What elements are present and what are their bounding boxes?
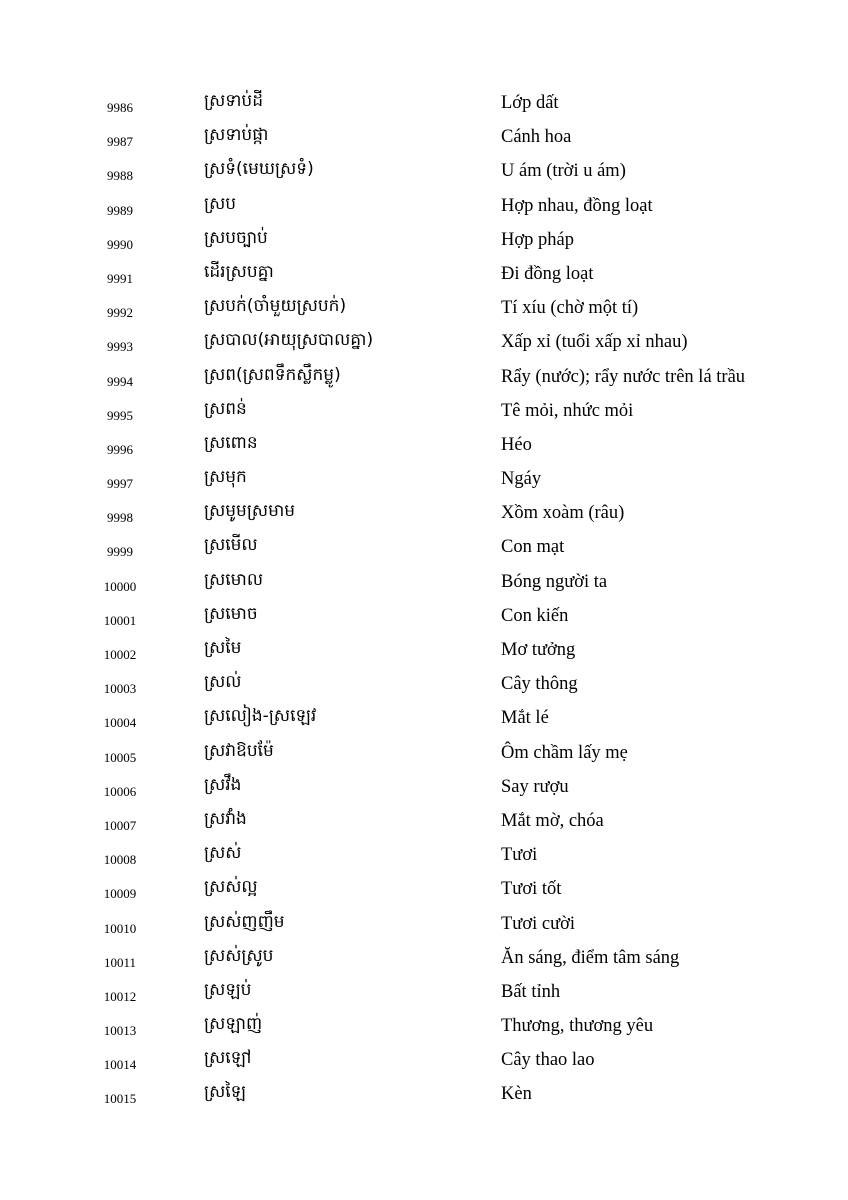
vietnamese-translation: Cánh hoa <box>501 127 572 148</box>
vietnamese-translation: Mắt mờ, chóa <box>501 810 604 831</box>
khmer-term: ស្រមុក <box>204 467 247 488</box>
khmer-term: ស្រស់ <box>204 843 242 864</box>
vietnamese-translation: Xấp xỉ (tuổi xấp xỉ nhau) <box>501 332 688 353</box>
vietnamese-translation: Tươi cười <box>501 913 576 934</box>
vietnamese-translation: Hợp nhau, đồng loạt <box>501 195 653 216</box>
entry-number: 10008 <box>103 852 137 868</box>
entry-number: 9989 <box>107 202 133 218</box>
dictionary-entry-row <box>0 804 848 838</box>
entry-number: 10001 <box>103 612 137 628</box>
dictionary-entry-row <box>0 428 848 462</box>
khmer-term: ស្រមៃ <box>204 638 242 658</box>
dictionary-entry-row <box>0 975 848 1009</box>
entry-number: 9987 <box>107 134 133 150</box>
khmer-term: ស្រព(ស្រពទឹកស្លឹកម្លូ) <box>204 364 341 385</box>
vietnamese-translation: Bóng người ta <box>501 571 608 592</box>
khmer-term: ស្រឡាញ់ <box>204 1014 263 1035</box>
vietnamese-translation: Cây thao lao <box>501 1050 595 1071</box>
vietnamese-translation: Đi đồng loạt <box>501 263 594 284</box>
khmer-term: ស្រមោច <box>204 603 258 624</box>
dictionary-entry-row <box>0 189 848 223</box>
khmer-term: ស្រមូមស្រមាម <box>204 501 296 522</box>
dictionary-entry-row <box>0 257 848 291</box>
dictionary-entry-row <box>0 872 848 906</box>
vietnamese-translation: Hợp pháp <box>501 229 574 250</box>
dictionary-entry-row <box>0 633 848 667</box>
dictionary-entry-row <box>0 907 848 941</box>
dictionary-entry-row <box>0 394 848 428</box>
entry-number: 9990 <box>107 236 133 252</box>
vietnamese-translation: Con kiến <box>501 605 569 626</box>
vietnamese-translation: U ám (trời u ám) <box>501 161 626 182</box>
entry-number: 10013 <box>103 1023 137 1039</box>
vietnamese-translation: Xồm xoàm (râu) <box>501 503 625 524</box>
entry-number: 10006 <box>103 783 137 799</box>
vietnamese-translation: Ôm chầm lấy mẹ <box>501 742 628 763</box>
dictionary-entry-row <box>0 462 848 496</box>
khmer-term: ស្រស់ញញឹម <box>204 911 285 932</box>
khmer-term: ស្រឡប់ <box>204 979 252 1000</box>
vietnamese-translation: Rẩy (nước); rẩy nước trên lá trầu <box>501 366 746 387</box>
khmer-term: ស្រវាំង <box>204 808 247 829</box>
khmer-term: ស្រពន់ <box>204 398 247 419</box>
entry-number: 9995 <box>107 407 133 423</box>
dictionary-entry-row <box>0 1043 848 1077</box>
dictionary-entry-row <box>0 291 848 325</box>
khmer-term: ស្រឡៃ <box>204 1082 247 1103</box>
entry-number: 9999 <box>107 544 133 560</box>
vietnamese-translation: Tươi tốt <box>501 879 562 900</box>
khmer-term: ស្រល់ <box>204 672 242 693</box>
khmer-term: ស្រមើល <box>204 535 258 556</box>
vietnamese-translation: Tí xíu (chờ một tí) <box>501 298 639 319</box>
khmer-term: ស្រទាប់ផ្កា <box>204 125 269 146</box>
khmer-term: ស្រប <box>204 193 237 214</box>
entry-number: 9991 <box>107 270 133 286</box>
entry-number: 9993 <box>107 339 133 355</box>
dictionary-entry-row <box>0 496 848 530</box>
dictionary-entry-row <box>0 701 848 735</box>
khmer-term: ស្រស់ស្រូប <box>204 945 274 966</box>
vietnamese-translation: Ngáy <box>501 469 542 490</box>
dictionary-entry-row <box>0 941 848 975</box>
entry-number: 9997 <box>107 476 133 492</box>
vietnamese-translation: Cây thông <box>501 674 578 695</box>
dictionary-entry-row <box>0 154 848 188</box>
entry-number: 9992 <box>107 305 133 321</box>
dictionary-entry-row <box>0 599 848 633</box>
entry-number: 10014 <box>103 1057 137 1073</box>
khmer-term: ស្រឡៅ <box>204 1048 252 1069</box>
entry-number: 10010 <box>103 920 137 936</box>
entry-number: 10000 <box>103 578 137 594</box>
vietnamese-translation: Thương, thương yêu <box>501 1016 654 1037</box>
khmer-term: ស្រទាប់ដី <box>204 91 264 111</box>
vietnamese-translation: Con mạt <box>501 537 565 558</box>
entry-number: 10007 <box>103 817 137 833</box>
vietnamese-translation: Héo <box>501 434 532 455</box>
khmer-term: ស្រទំ(មេឃស្រទំ) <box>204 159 314 180</box>
vietnamese-translation: Mắt lé <box>501 708 549 729</box>
entry-number: 10005 <box>103 749 137 765</box>
khmer-term: ស្រលៀង-ស្រឡេវ <box>204 706 317 727</box>
vietnamese-translation: Bất tỉnh <box>501 981 561 1002</box>
khmer-term: ស្រពោន <box>204 432 258 453</box>
dictionary-entry-row <box>0 86 848 120</box>
vietnamese-translation: Mơ tưởng <box>501 640 576 660</box>
entry-number: 9994 <box>107 373 133 389</box>
entry-number: 9998 <box>107 510 133 526</box>
entry-number: 10003 <box>103 681 137 697</box>
vietnamese-translation: Say rượu <box>501 776 569 797</box>
dictionary-entry-row <box>0 565 848 599</box>
entry-number: 9986 <box>107 100 133 115</box>
vietnamese-translation: Tươi <box>501 845 538 866</box>
vietnamese-translation: Kèn <box>501 1084 532 1105</box>
dictionary-entry-list <box>0 86 848 1112</box>
entry-number: 9988 <box>107 168 133 184</box>
entry-number: 10004 <box>103 715 137 731</box>
dictionary-entry-row <box>0 736 848 770</box>
dictionary-entry-row <box>0 360 848 394</box>
khmer-term: ស្រវឹង <box>204 774 242 795</box>
entry-number: 10012 <box>103 988 137 1004</box>
khmer-term: ស្រស់ល្អ <box>204 877 258 898</box>
khmer-term: ស្របច្បាប់ <box>204 227 268 248</box>
dictionary-entry-row <box>0 325 848 359</box>
khmer-term: ស្របក់(ចាំមួយស្របក់) <box>204 296 347 317</box>
entry-number: 9996 <box>107 441 133 457</box>
khmer-term: ដើរស្របគ្នា <box>204 261 274 282</box>
vietnamese-translation: Ăn sáng, điểm tâm sáng <box>501 947 680 968</box>
entry-number: 10002 <box>103 647 137 662</box>
dictionary-entry-row <box>0 530 848 564</box>
khmer-term: ស្រវាឱបម៉ែ <box>204 740 274 761</box>
dictionary-entry-row <box>0 770 848 804</box>
dictionary-entry-row <box>0 223 848 257</box>
entry-number: 10011 <box>103 954 137 970</box>
vietnamese-translation: Lớp dất <box>501 93 559 113</box>
dictionary-entry-row <box>0 120 848 154</box>
dictionary-entry-row <box>0 838 848 872</box>
entry-number: 10015 <box>103 1091 137 1107</box>
dictionary-entry-row <box>0 1009 848 1043</box>
dictionary-entry-row <box>0 1077 848 1111</box>
entry-number: 10009 <box>103 886 137 902</box>
khmer-term: ស្រមោល <box>204 569 264 590</box>
dictionary-entry-row <box>0 667 848 701</box>
vietnamese-translation: Tê mỏi, nhức mỏi <box>501 400 634 421</box>
khmer-term: ស្របាល(អាយុស្របាលគ្នា) <box>204 330 374 351</box>
